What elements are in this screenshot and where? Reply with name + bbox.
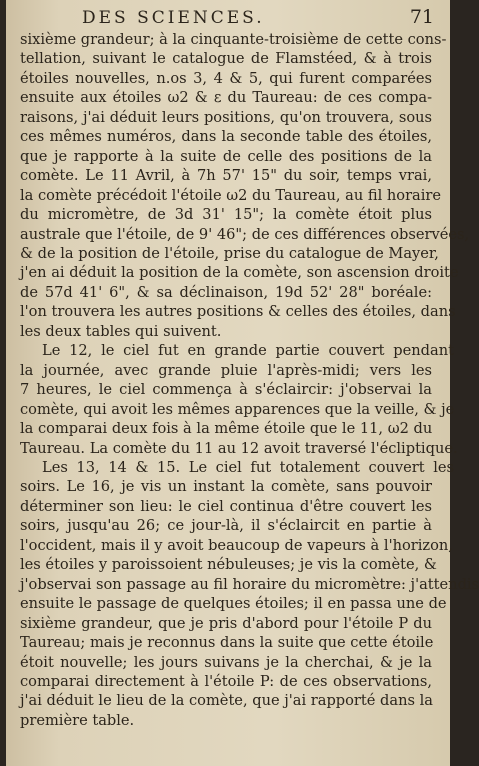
book-page	[6, 0, 479, 766]
text-line: les deux tables qui suivent.	[20, 322, 222, 340]
text-line: la journée, avec grande pluie l'après-midi; vers les	[20, 361, 432, 379]
text-line: l'on trouvera les autres positions & celles des étoiles, dans	[20, 303, 456, 321]
text-line: tellation, suivant le catalogue de Flamstéed, & à trois	[20, 50, 432, 68]
text-line: soirs, jusqu'au 26; ce jour-là, il s'éclaircit en partie à	[20, 517, 432, 535]
text-line: la comparai deux fois à la même étoile que le 11, ω2 du	[20, 420, 433, 438]
body-text	[6, 30, 479, 730]
text-line: 7 heures, le ciel commença à s'éclaircir: j'observai la	[20, 381, 432, 399]
text-line: déterminer son lieu: le ciel continua d'être couvert les	[20, 497, 432, 515]
page-number: 71	[409, 6, 434, 28]
text-line: étoit nouvelle; les jours suivans je la cherchai, & je la	[20, 653, 432, 671]
text-line: Le 12, le ciel fut en grande partie couvert pendant	[42, 342, 454, 360]
text-line: ensuite le passage de quelques étoiles; il en passa une de	[20, 595, 447, 613]
text-line: ces mêmes numéros, dans la seconde table des étoiles,	[20, 128, 432, 146]
text-line: Les 13, 14 & 15. Le ciel fut totalement couvert les	[42, 458, 454, 476]
text-line: Taureau; mais je reconnus dans la suite que cette étoile	[20, 634, 434, 652]
text-line: raisons, j'ai déduit leurs positions, qu'on trouvera, sous	[20, 108, 432, 126]
text-line: comète, qui avoit les mêmes apparences que la veille, & je	[20, 400, 455, 418]
text-line: & de la position de l'étoile, prise du catalogue de Mayer,	[20, 244, 439, 262]
text-line: que je rapporte à la suite de celle des positions de la	[20, 147, 432, 165]
running-head: DES SCIENCES.	[82, 8, 265, 28]
text-line: de 57d 41' 6", & sa déclinaison, 19d 52' 28" boréale:	[20, 283, 432, 301]
text-line: comparai directement à l'étoile P: de ces observations,	[20, 672, 432, 690]
text-line: j'observai son passage au fil horaire du micromètre: j'attendis	[20, 575, 479, 593]
text-line: Taureau. La comète du 11 au 12 avoit traversé l'écliptique.	[20, 439, 458, 457]
text-line: ensuite aux étoiles ω2 & ε du Taureau: de ces compa-	[20, 89, 432, 107]
text-line: les étoiles y paroissoient nébuleuses; je vis la comète, &	[20, 556, 437, 574]
text-line: étoiles nouvelles, n.os 3, 4 & 5, qui furent comparées	[20, 69, 432, 87]
page-header	[62, 4, 440, 30]
text-line: australe que l'étoile, de 9' 46"; de ces différences observées,	[20, 225, 470, 243]
text-line: sixième grandeur; à la cinquante-troisième de cette cons-	[20, 31, 447, 48]
text-line: première table.	[20, 711, 135, 729]
text-line: la comète précédoit l'étoile ω2 du Taureau, au fil horaire	[20, 186, 442, 204]
text-line: l'occident, mais il y avoit beaucoup de vapeurs à l'horizon,	[20, 536, 453, 554]
text-line: j'ai déduit le lieu de la comète, que j'ai rapporté dans la	[20, 692, 433, 710]
text-line: du micromètre, de 3d 31' 15"; la comète étoit plus	[20, 206, 432, 224]
text-line: comète. Le 11 Avril, à 7h 57' 15" du soir, temps vrai,	[20, 167, 432, 185]
text-line: j'en ai déduit la position de la comète, son ascension droite	[20, 264, 459, 282]
text-line: soirs. Le 16, je vis un instant la comète, sans pouvoir	[20, 478, 432, 496]
text-line: sixième grandeur, que je pris d'abord pour l'étoile P du	[20, 614, 432, 632]
